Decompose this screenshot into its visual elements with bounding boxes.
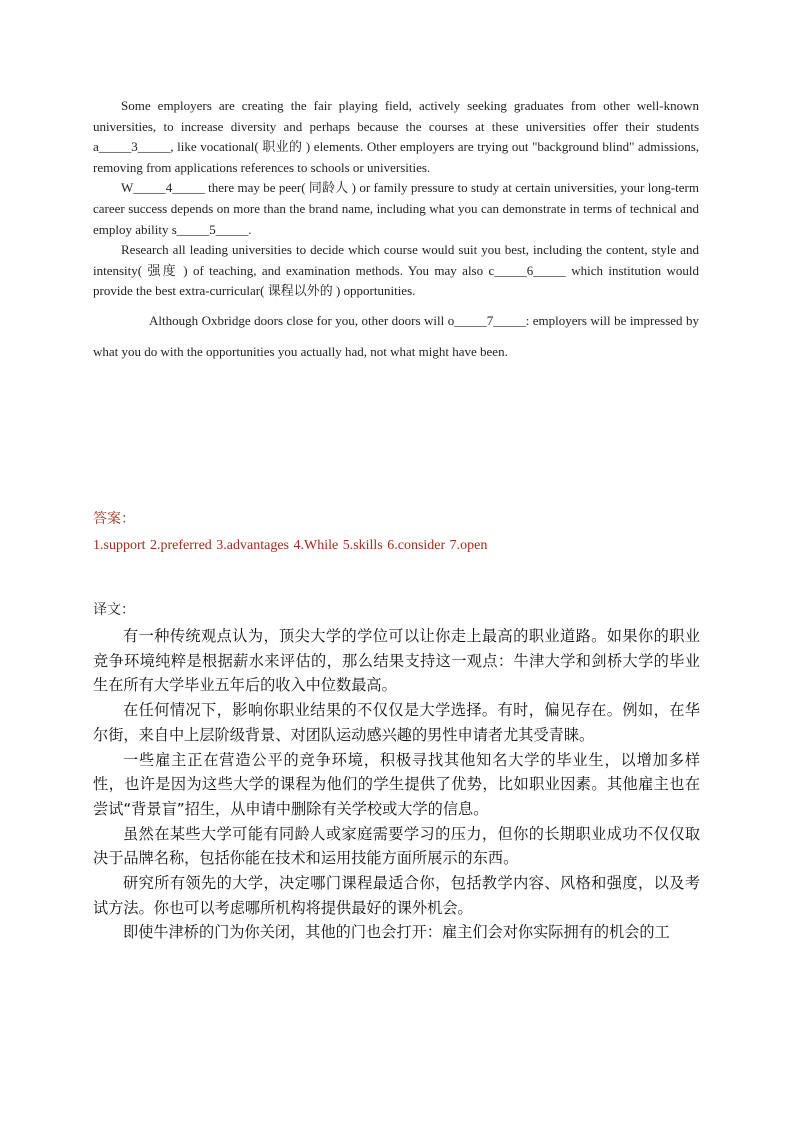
- translation-heading: 译文：: [93, 602, 135, 618]
- english-passage: [93, 96, 699, 368]
- passage-paragraph-1: Some employers are creating the fair playing field, actively seeking graduates from other well-known universities, to increase diversity and perhaps because the courses at these universities offer their students a_____3_____, like vocational( 职业的 ) elements. Other employers are trying out "background blind" admissions, removing from applications references to schools or universities.: [93, 98, 699, 175]
- answers-list: 1.support 2.preferred 3.advantages 4.While 5.skills 6.consider 7.open: [93, 538, 488, 553]
- passage-paragraph-4: Although Oxbridge doors close for you, other doors will o_____7_____: employers will be impressed by what you do with the opportunities you actually had, not what might have been.: [93, 312, 699, 360]
- passage-paragraph-3: Research all leading universities to decide which course would suit you best, including the content, style and intensity( 强度 ) of teaching, and examination methods. You may also c_____6_____ which institution would provide the best extra-curricular( 课程以外的 ) opportunities.: [93, 242, 699, 299]
- answers-heading: 答案：: [93, 511, 135, 527]
- translation-paragraph-2: 在任何情况下，影响你职业结果的不仅仅是大学选择。有时，偏见存在。例如，在华尔街，来自中上层阶级背景、对团队运动感兴趣的男性申请者尤其受青睐。: [93, 701, 700, 744]
- translation-paragraph-3: 一些雇主正在营造公平的竞争环境，积极寻找其他知名大学的毕业生，以增加多样性，也许是因为这些大学的课程为他们的学生提供了优势，比如职业因素。其他雇主也在尝试“背景盲”招生，从申请中删除有关学校或大学的信息。: [93, 750, 700, 818]
- translation-paragraph-1: 有一种传统观点认为，顶尖大学的学位可以让你走上最高的职业道路。如果你的职业竞争环境纯粹是根据薪水来评估的，那么结果支持这一观点：牛津大学和剑桥大学的毕业生在所有大学毕业五年后的收入中位数最高。: [93, 627, 700, 695]
- translation-paragraph-6: 即使牛津桥的门为你关闭，其他的门也会打开：雇主们会对你实际拥有的机会的工: [123, 923, 670, 942]
- translation-paragraph-5: 研究所有领先的大学，决定哪门课程最适合你，包括教学内容、风格和强度，以及考试方法。你也可以考虑哪所机构将提供最好的课外机会。: [93, 874, 700, 917]
- translation-body: [93, 624, 700, 945]
- translation-paragraph-4: 虽然在某些大学可能有同龄人或家庭需要学习的压力，但你的长期职业成功不仅仅取决于品牌名称，包括你能在技术和运用技能方面所展示的东西。: [93, 824, 700, 868]
- passage-paragraph-2: W_____4_____ there may be peer( 同龄人 ) or family pressure to study at certain universities, your long-term career success depends on more than the brand name, including what you can demonstrate in terms of technical and employ ability s_____5_____.: [93, 180, 699, 237]
